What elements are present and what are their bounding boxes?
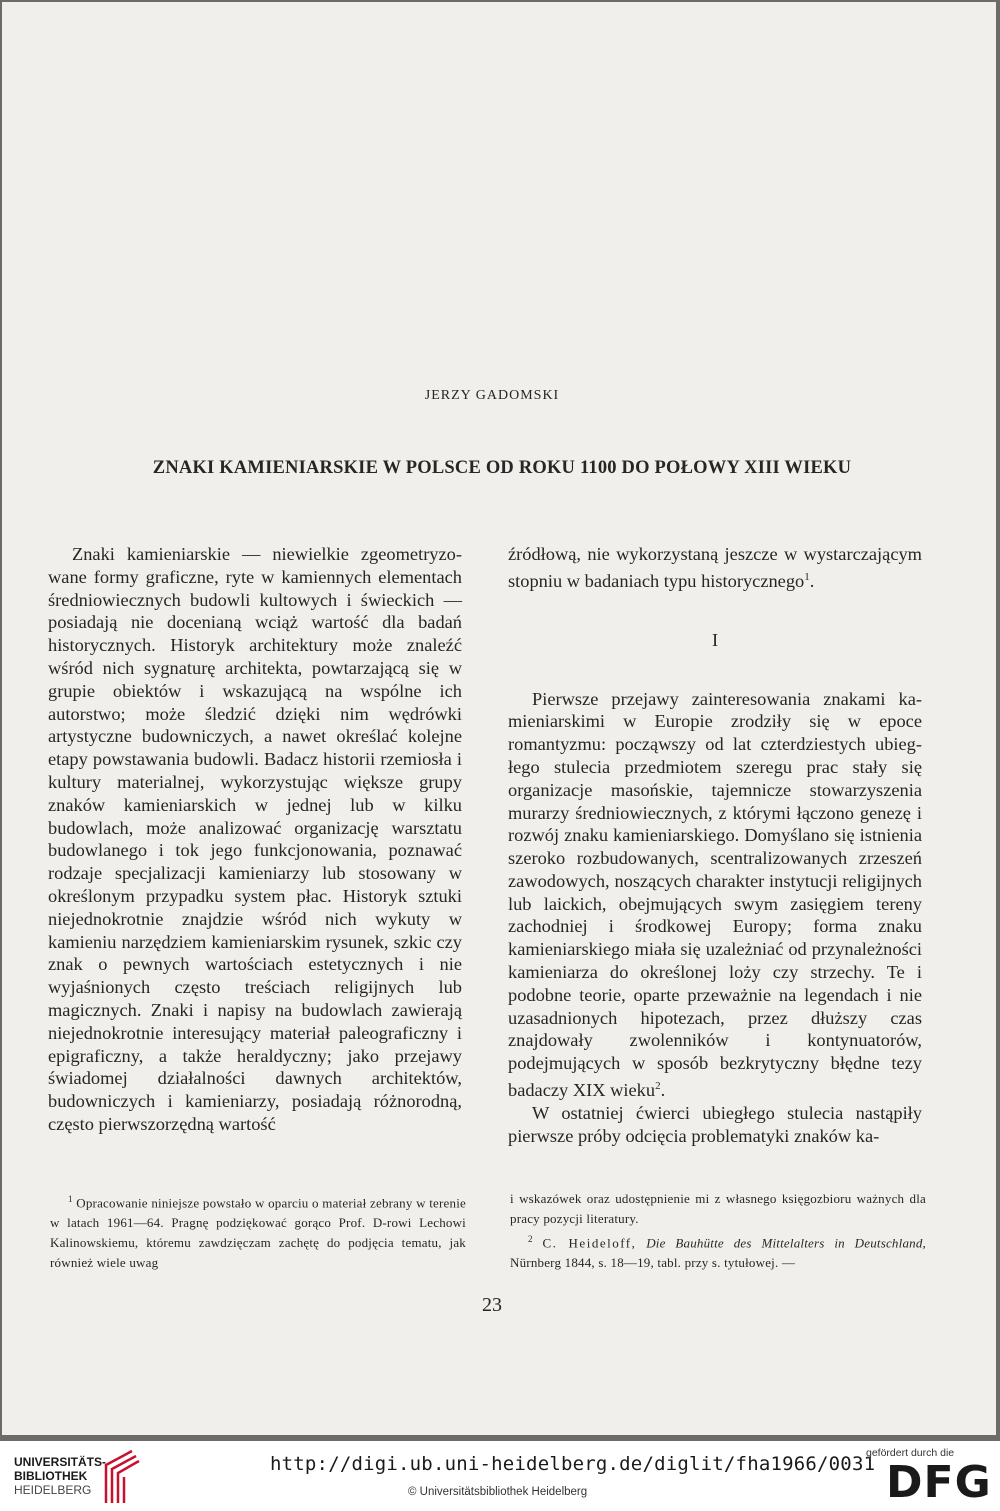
footer-bar <box>0 1441 1000 1511</box>
paragraph-text: źródłową, nie wykorzystaną jeszcze w wystarczającym stopniu w badaniach typu historycznego <box>508 544 922 591</box>
library-logo-icon[interactable] <box>102 1447 140 1505</box>
footnote-book-title: Die Bauhütte des Mittelalters in Deutschland, <box>646 1235 926 1251</box>
sponsor-label: gefördert durch die <box>866 1447 955 1459</box>
library-line-3: HEIDELBERG <box>14 1483 92 1497</box>
footnote-author: C. Heideloff, <box>542 1235 637 1251</box>
library-line-2: BIBLIOTHEK <box>14 1469 88 1483</box>
library-name[interactable] <box>14 1455 106 1497</box>
dfg-logo[interactable]: DFG <box>886 1457 992 1508</box>
paragraph-continuation <box>508 543 922 593</box>
page-number: 23 <box>482 1294 502 1316</box>
footnote-1-continuation: i wskazówek oraz udostępnienie mi z własnego księgozbioru ważnych dla pracy pozycji literatury. <box>510 1191 926 1226</box>
paragraph: W ostatniej ćwierci ubiegłego stulecia nastąpiły pierwsze próby odcięcia problematyki znaków ka- <box>508 1102 922 1146</box>
paragraph: Znaki kamieniarskie — niewielkie zgeometryzowane formy graficzne, ryte w kamiennych elementach średniowiecznych budowli kultowych i świeckich — posiadają nie docenianą wciąż wartość dla badań historycznych. Historyk architektury może znaleźć wśród nich sygnaturę architekta, powtarzającą się w grupie obiektów i wskazującą na wspólne ich autorstwo; może śledzić dzięki nim wędrówki artystyczne budowniczych, a nawet określać kolejne etapy powstawania budowli. Badacz historii rzemiosła i kultury materialnej, wykorzystując większe grupy znaków kamieniarskich w jednej lub w kilku budowlach, może analizować organizację warsztatu budowlanego i tok jego funkcjonowania, poznawać rodzaje specjalizacji kamieniarzy lub stosowany w określonym przypadku system płac. Historyk sztuki niejednokrotnie znajdzie wśród nich wykuty w kamieniu narzędziem kamieniarskim rysunek, szkic czy znak o pewnych wartościach estetycznych i nie wyjaśnionych często treściach religijnych lub magicznych. Znaki i napisy na budowlach zawierają niejednokrotnie interesujący materiał paleograficzny i epigraficzny, a także heraldyczny; jako przejawy świadomej działalności dawnych architektów, budowniczych i kamieniarzy, posiadają różnorodną, często pierwszorzędną wartość <box>48 544 462 1134</box>
paragraph-end: . <box>660 1080 666 1101</box>
article-title: ZNAKI KAMIENIARSKIE W POLSCE OD ROKU 1100 DO POŁOWY XIII WIEKU <box>152 458 852 478</box>
paragraph <box>508 688 922 1102</box>
footnote-1 <box>50 1189 466 1273</box>
footnote-marker: 2 <box>528 1234 533 1244</box>
left-column <box>48 543 462 1136</box>
footnote-text: Opracowanie niniejsze powstało w oparciu o materiał zebrany w terenie w latach 1961—64. Pragnę podziękować gorąco Prof. D-rowi Lechowi Kalinowskiemu, któremu zawdzięczam zachętę do podjęcia tematu, jak również wiele uwag <box>50 1195 467 1271</box>
footnote-ref[interactable]: 1 <box>804 570 810 583</box>
footnote-marker: 1 <box>68 1194 73 1204</box>
footnotes-right <box>510 1189 926 1273</box>
right-column <box>508 543 922 1148</box>
section-heading: I <box>711 629 719 650</box>
paragraph-end: . <box>809 570 815 591</box>
footnote-ref[interactable]: 2 <box>655 1080 661 1093</box>
footnote-2 <box>510 1229 926 1273</box>
footnotes-left <box>50 1189 466 1273</box>
footnote-text: Nürnberg 1844, s. 18—19, tabl. przy s. tytułowej. — <box>510 1255 796 1271</box>
author-name: JERZY GADOMSKI <box>424 388 560 403</box>
document-url-link[interactable]: http://digi.ub.uni-heidelberg.de/diglit/fha1966/0031 <box>270 1453 876 1475</box>
paragraph-text: Pierwsze przejawy zainteresowania znakami kamieniarskimi w Europie zrodziły się w epoce romantyzmu: począwszy od lat czterdziestych ubiegłego stulecia przedmiotem szeregu prac stały się organizacje masońskie, tajemnicze stowarzyszenia murarzy średniowiecznych, z którymi łączono genezę i rozwój znaku kamieniarskiego. Domyślano się istnienia szeroko rozbudowanych, scentralizowanych zrzeszeń zawodowych, noszących charakter instytucji religijnych lub laickich, obejmujących swym zasięgiem tereny zachodniej i środkowej Europy; forma znaku kamieniarskiego miała się uzależniać od przynależności kamieniarza do określonej loży czy strzechy. Te i podobne teorie, oparte przeważnie na legendach i nie uzasadnionych hipotezach, przez dłuższy czas znajdowały zwolenników i kontynuatorów, podejmujących w sposób bezkrytyczny błędne tezy badaczy XIX wieku <box>508 688 922 1101</box>
library-line-1: UNIVERSITÄTS- <box>14 1455 107 1469</box>
document-page <box>2 2 996 1435</box>
copyright-notice: © Universitätsbibliothek Heidelberg <box>408 1486 588 1498</box>
